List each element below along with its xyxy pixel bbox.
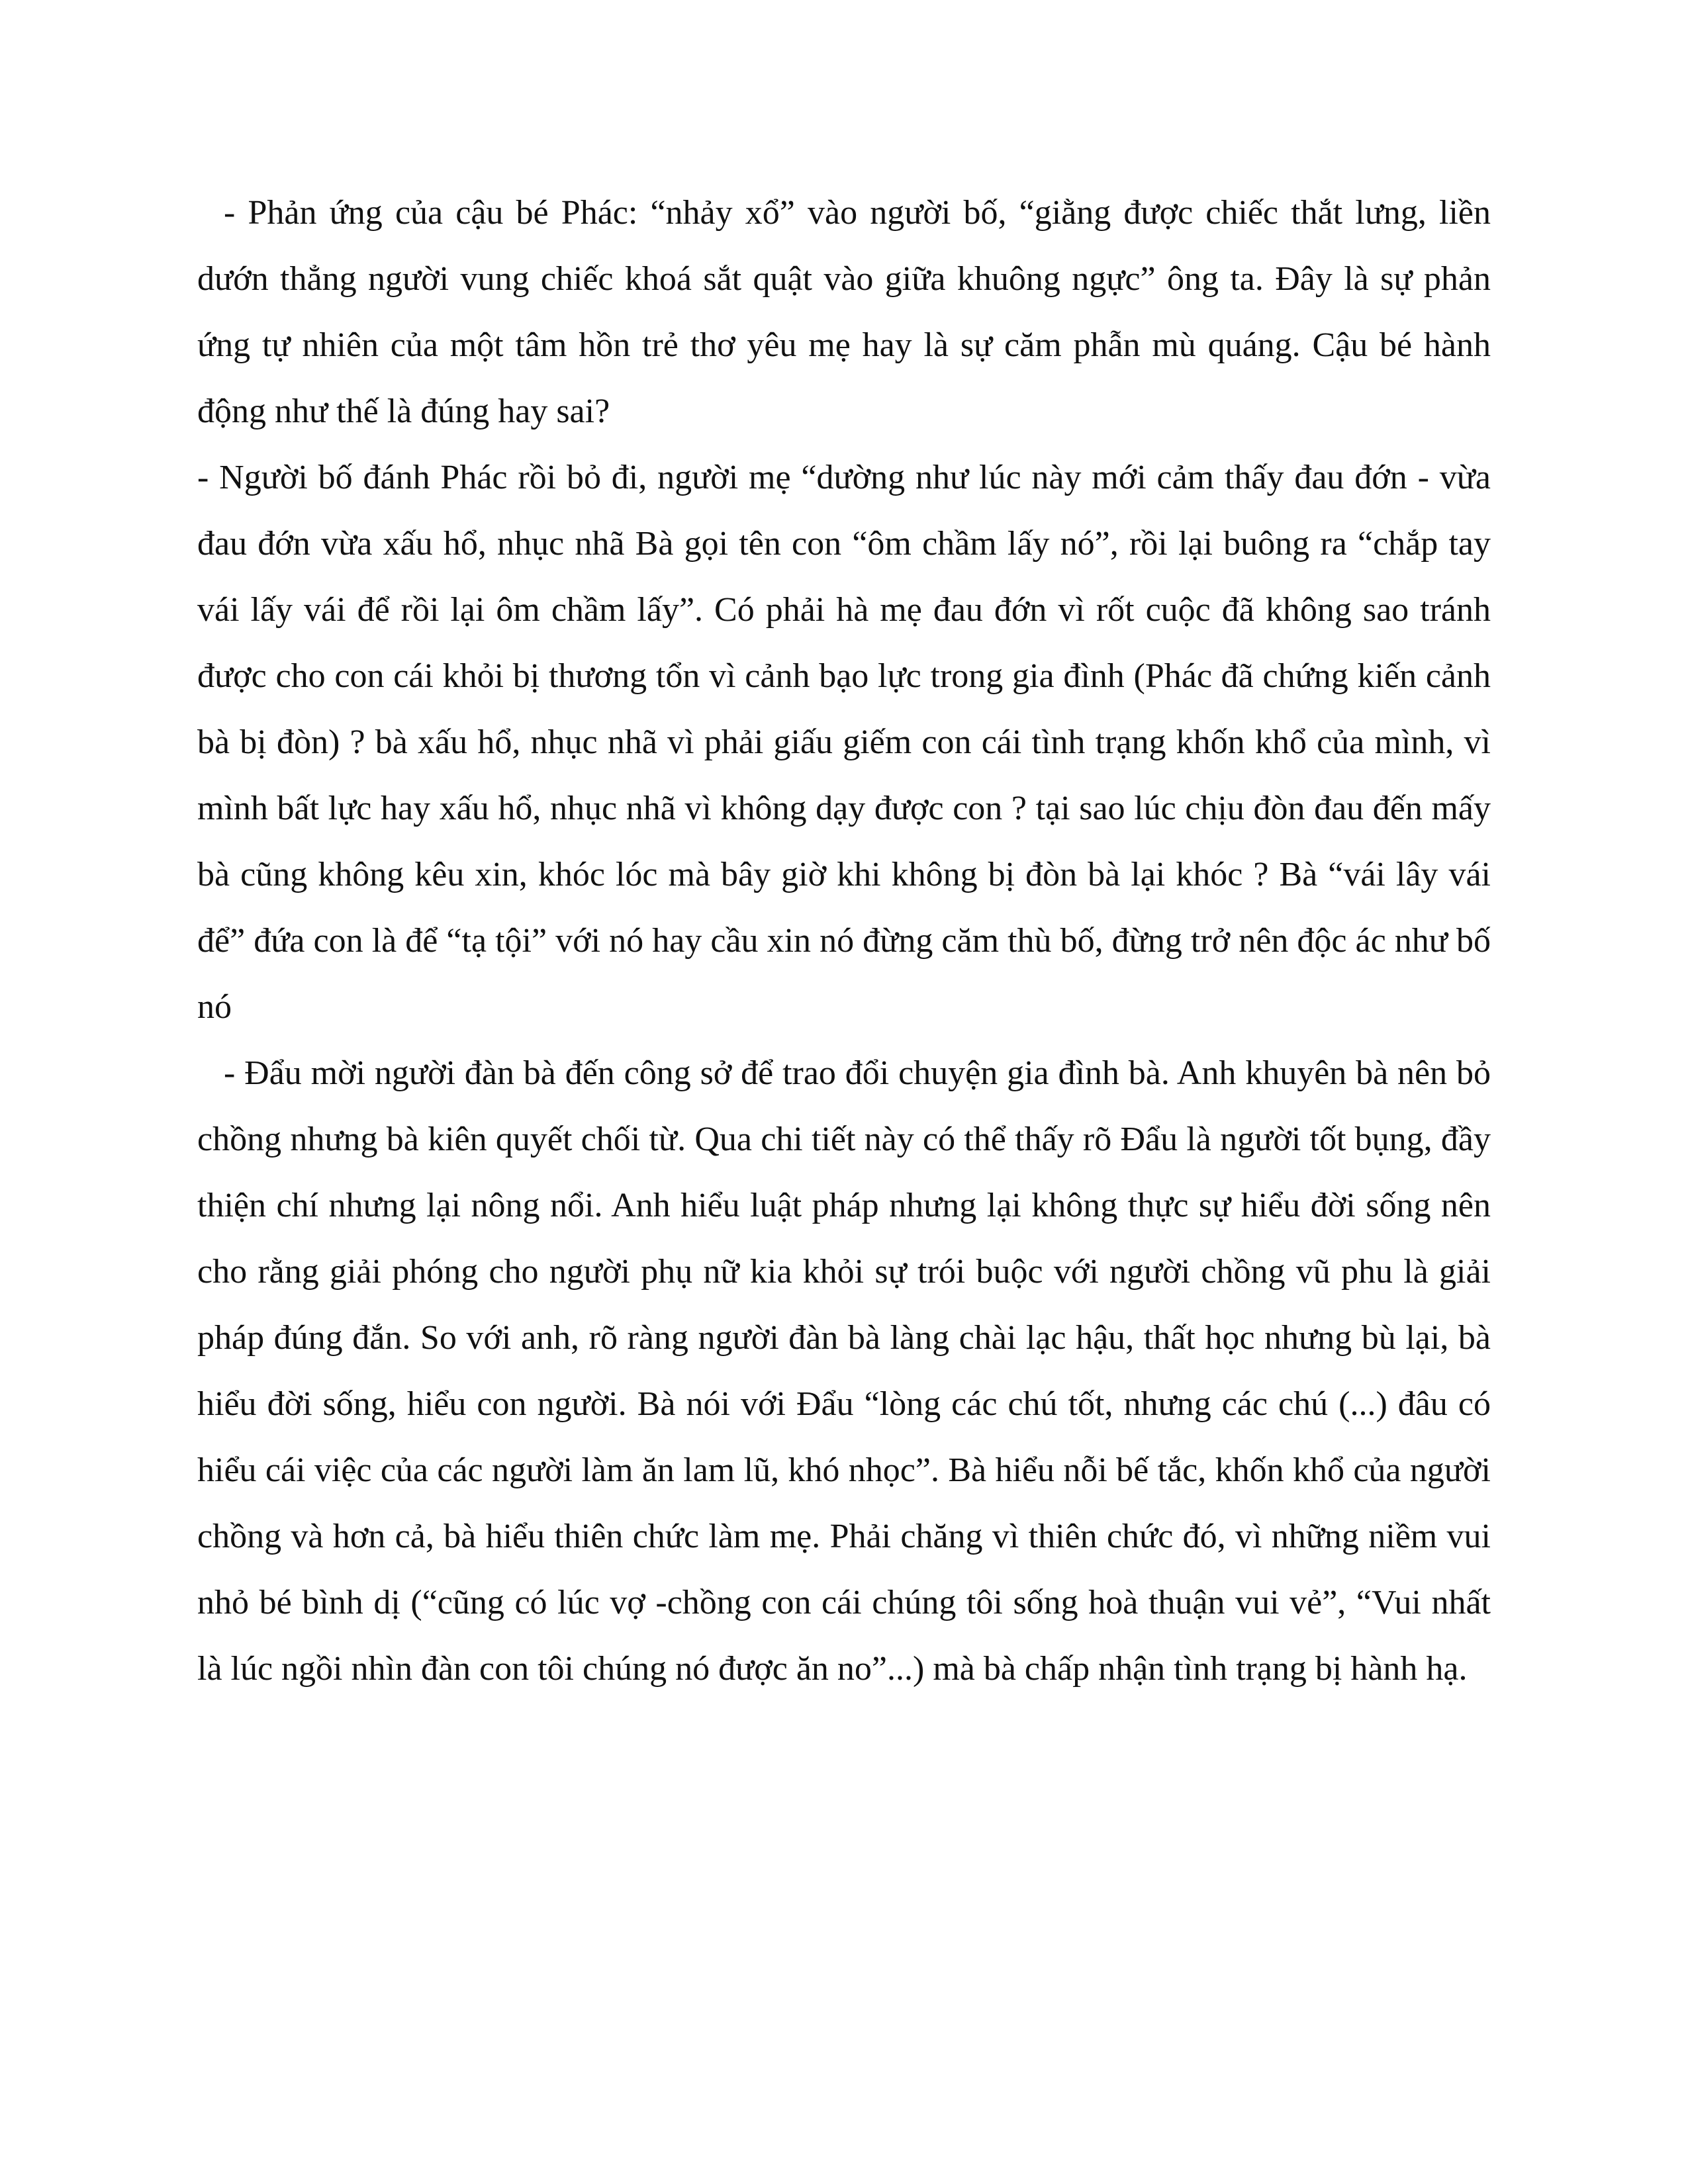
paragraph-dau-invites: - Đẩu mời người đàn bà đến công sở để trao đổi chuyện gia đình bà. Anh khuyên bà nên bỏ chồng nhưng bà kiên quyết chối từ. Qua chi tiết này có thể thấy rõ Đẩu là người tốt bụng, đầy thiện chí nhưng lại nông nổi. Anh hiểu luật pháp nhưng lại không thực sự hiểu đời sống nên cho rằng giải phóng cho người phụ nữ kia khỏi sự trói buộc với người chồng vũ phu là giải pháp đúng đắn. So với anh, rõ ràng người đàn bà làng chài lạc hậu, thất học nhưng bù lại, bà hiểu đời sống, hiểu con người. Bà nói với Đẩu “lòng các chú tốt, nhưng các chú (...) đâu có hiểu cái việc của các người làm ăn lam lũ, khó nhọc”. Bà hiểu nỗi bế tắc, khốn khổ của người chồng và hơn cả, bà hiểu thiên chức làm mẹ. Phải chăng vì thiên chức đó, vì những niềm vui nhỏ bé bình dị (“cũng có lúc vợ -chồng con cái chúng tôi sống hoà thuận vui vẻ”, “Vui nhất là lúc ngồi nhìn đàn con tôi chúng nó được ăn no”...) mà bà chấp nhận tình trạng bị hành hạ.	[197, 1054, 1491, 1688]
paragraph-reaction-phac: - Phản ứng của cậu bé Phác: “nhảy xổ” vào người bố, “giằng được chiếc thắt lưng, liền dướn thẳng người vung chiếc khoá sắt quật vào giữa khuông ngực” ông ta. Đây là sự phản ứng tự nhiên của một tâm hồn trẻ thơ yêu mẹ hay là sự căm phẫn mù quáng. Cậu bé hành động như thế là đúng hay sai?	[197, 194, 1491, 430]
paragraph-father-leaves: - Người bố đánh Phác rồi bỏ đi, người mẹ “dường như lúc này mới cảm thấy đau đớn - vừa đau đớn vừa xấu hổ, nhục nhã Bà gọi tên con “ôm chầm lấy nó”, rồi lại buông ra “chắp tay vái lấy vái để rồi lại ôm chầm lấy”. Có phải hà mẹ đau đớn vì rốt cuộc đã không sao tránh được cho con cái khỏi bị thương tổn vì cảnh bạo lực trong gia đình (Phác đã chứng kiến cảnh bà bị đòn) ? bà xấu hổ, nhục nhã vì phải giấu giếm con cái tình trạng khốn khổ của mình, vì mình bất lực hay xấu hổ, nhục nhã vì không dạy được con ? tại sao lúc chịu đòn đau đến mấy bà cũng không kêu xin, khóc lóc mà bây giờ khi không bị đòn bà lại khóc ? Bà “vái lây vái để” đứa con là để “tạ tội” với nó hay cầu xin nó đừng căm thù bố, đừng trở nên độc ác như bố nó	[197, 459, 1491, 1026]
document-body	[197, 180, 1491, 1702]
